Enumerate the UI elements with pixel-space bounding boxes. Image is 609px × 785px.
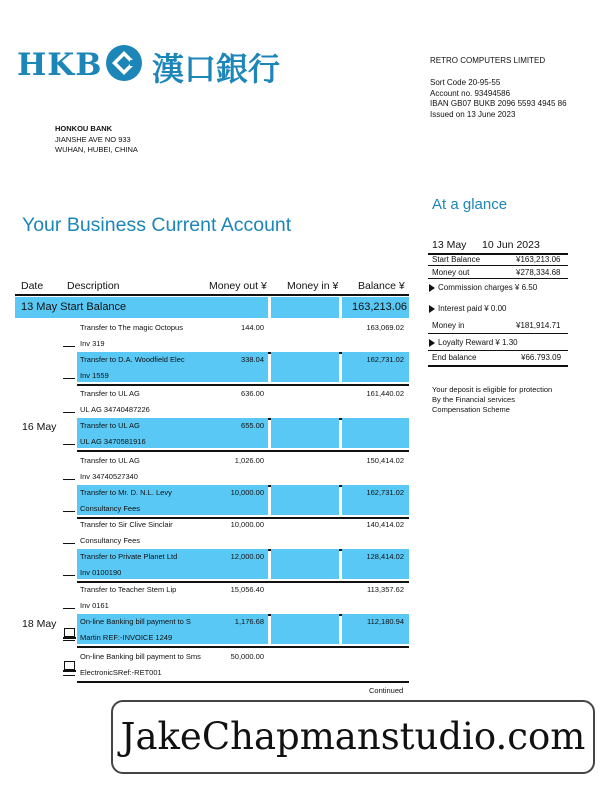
transaction-line2: UL AG 34740487226	[80, 405, 150, 414]
computer-icon	[64, 628, 75, 637]
transaction-line2: Inv 0161	[80, 601, 109, 610]
transaction-moneyin-cell	[271, 614, 339, 644]
transaction-money-out: 338.04	[241, 355, 264, 364]
watermark-banner	[111, 700, 595, 774]
glance-end-balance-label: End balance	[432, 353, 477, 362]
transaction-description	[80, 453, 140, 485]
transaction-balance-cell	[342, 418, 409, 448]
col-description-header: Description	[67, 280, 120, 292]
transaction-balance: 112,180.94	[367, 617, 404, 626]
transaction-description	[80, 549, 177, 581]
transaction-balance: 140,414.02	[366, 520, 404, 529]
row-tick	[63, 543, 75, 544]
row-tick	[63, 479, 75, 480]
glance-title: At a glance	[432, 196, 508, 213]
transaction-description	[80, 386, 150, 418]
transaction-line1: Transfer to Mr. D. N.L. Levy	[80, 488, 172, 497]
start-balance-moneyin-cell	[271, 297, 339, 318]
glance-rule	[428, 333, 568, 334]
glance-loyalty: Loyalty Reward ¥ 1.30	[438, 338, 518, 347]
transaction-balance: 161,440.02	[366, 389, 404, 398]
glance-money-out-label: Money out	[432, 268, 470, 277]
glance-date-to: 10 Jun 2023	[482, 239, 540, 251]
transaction-line1: Transfer to Private Planet Ltd	[80, 552, 178, 561]
transaction-line1: Transfer to The magic Octopus	[80, 323, 183, 332]
transaction-description	[80, 649, 201, 681]
row-tick	[63, 511, 75, 512]
transaction-money-out: 636.00	[241, 389, 264, 398]
transaction-line1: Transfer to Teacher Stem Lip	[80, 585, 177, 594]
glance-rule	[428, 278, 568, 279]
transaction-line2: Martin REF:-INVOICE 1249	[80, 633, 173, 642]
glance-start-balance-value: ¥163,213.06	[516, 255, 561, 264]
row-tick	[63, 608, 75, 609]
row-tick	[63, 675, 75, 676]
start-balance-label: 13 May Start Balance	[21, 301, 127, 313]
glance-bottom-rule	[428, 365, 568, 367]
bank-logo-icon	[104, 43, 144, 83]
glance-end-balance-value: ¥66.793.09	[521, 353, 562, 362]
account-title: Your Business Current Account	[22, 214, 292, 236]
row-tick	[63, 412, 75, 413]
transaction-moneyin-cell	[271, 352, 339, 382]
transaction-line2: Inv 319	[80, 339, 105, 348]
transaction-money-out: 144.00	[241, 323, 264, 332]
continued-label: Continued	[369, 686, 404, 695]
transaction-description	[80, 485, 172, 517]
date-16-may: 16 May	[22, 421, 57, 433]
transaction-moneyin-cell	[271, 418, 339, 448]
transaction-line1: Transfer to UL AG	[80, 421, 140, 430]
company-name: RETRO COMPUTERS LIMITED	[430, 56, 546, 65]
transaction-line2: Consultancy Fees	[80, 536, 141, 545]
bank-address-line1: JIANSHE AVE NO 933	[55, 134, 131, 144]
triangle-bullet-icon	[429, 305, 435, 313]
transaction-line1: On-line Banking bill payment to S	[80, 617, 191, 626]
glance-money-out-value: ¥278,334.68	[516, 268, 561, 277]
col-money-in-header: Money in ¥	[287, 280, 339, 292]
glance-start-balance-label: Start Balance	[432, 255, 481, 264]
triangle-bullet-icon	[429, 339, 435, 347]
transaction-money-out: 655.00	[241, 421, 264, 430]
transaction-line1: Transfer to UL AG	[80, 389, 140, 398]
transaction-money-out: 1,026.00	[234, 456, 264, 465]
row-tick	[63, 378, 75, 379]
date-18-may: 18 May	[22, 618, 57, 630]
glance-money-in-label: Money in	[432, 321, 465, 330]
glance-interest: Interest paid ¥ 0.00	[438, 304, 507, 313]
transaction-money-out: 1,176.68	[234, 617, 264, 626]
glance-rule	[428, 350, 568, 351]
start-balance-value: 163,213.06	[352, 301, 408, 313]
account-details	[430, 78, 567, 120]
transaction-moneyin-cell	[271, 549, 339, 579]
transaction-line2: UL AG 3470581916	[80, 437, 146, 446]
header-rule	[15, 294, 409, 296]
col-money-out-header: Money out ¥	[209, 280, 267, 292]
transaction-description	[80, 517, 173, 549]
transaction-description	[80, 614, 191, 646]
transaction-description	[80, 320, 183, 352]
row-rule	[77, 646, 409, 648]
sort-code: Sort Code 20-95-55	[430, 78, 501, 87]
transaction-description	[80, 418, 146, 450]
row-tick	[63, 640, 75, 641]
transaction-money-out: 12,000.00	[230, 552, 264, 561]
triangle-bullet-icon	[429, 284, 435, 292]
glance-rule	[428, 265, 568, 266]
account-number: Account no. 93494586	[430, 88, 511, 98]
footnote-line3: Compensation Scheme	[432, 405, 510, 414]
transaction-line1: On-line Banking bill payment to Sms	[80, 652, 201, 661]
transaction-balance: 113,357.62	[367, 585, 404, 594]
transaction-line1: Transfer to D.A. Woodfield Elec	[80, 355, 185, 364]
transaction-line1: Transfer to Sir Clive Sinclair	[80, 520, 173, 529]
protection-footnote	[432, 385, 552, 415]
transaction-money-out: 15,056.40	[230, 585, 264, 594]
transaction-line2: Consultancy Fees	[80, 504, 141, 513]
bank-address-line2: WUHAN, HUBEI, CHINA	[55, 145, 138, 154]
glance-commission: Commission charges ¥ 6.50	[438, 283, 538, 292]
transaction-money-out: 10,000.00	[230, 488, 264, 497]
footnote-line2: By the Financial services	[432, 395, 515, 404]
transaction-balance: 128,414.02	[366, 552, 404, 561]
transaction-line1: Transfer to UL AG	[80, 456, 140, 465]
row-tick	[63, 444, 75, 445]
row-tick	[63, 575, 75, 576]
bank-logo-latin: HKB	[17, 47, 103, 83]
row-tick	[63, 346, 75, 347]
footnote-line1: Your deposit is eligible for protection	[432, 385, 553, 394]
row-rule	[77, 450, 409, 452]
issue-date: Issued on 13 June 2023	[430, 109, 516, 119]
transaction-description	[80, 582, 176, 614]
transaction-line2: Inv 0100190	[80, 568, 122, 577]
bank-logo-cjk: 漢口銀行	[152, 50, 281, 88]
col-balance-header: Balance ¥	[358, 280, 405, 292]
transaction-line2: ElectronicSRef:-RET001	[80, 668, 162, 677]
iban: IBAN GB07 BUKB 2096 5593 4945 86	[430, 99, 567, 108]
transaction-description	[80, 352, 185, 384]
transaction-balance: 162,731.02	[366, 488, 404, 497]
transaction-balance: 163,069.02	[366, 323, 404, 332]
col-date-header: Date	[21, 280, 44, 292]
bank-name: HONKOU BANK	[55, 124, 113, 133]
transaction-money-out: 50,000.00	[230, 652, 264, 661]
transaction-moneyin-cell	[271, 485, 339, 515]
transaction-line2: Inv 34740527340	[80, 472, 138, 481]
glance-money-in-value: ¥181,914.71	[516, 321, 561, 330]
transaction-balance: 150,414.02	[366, 456, 404, 465]
row-rule	[77, 681, 409, 683]
transaction-money-out: 10,000.00	[230, 520, 264, 529]
watermark-text: JakeChapmanstudio.com	[120, 715, 586, 758]
bank-address	[55, 124, 138, 156]
transaction-balance: 162,731.02	[366, 355, 404, 364]
computer-icon	[64, 661, 75, 670]
glance-date-from: 13 May	[432, 239, 467, 251]
transaction-line2: Inv 1559	[80, 371, 109, 380]
